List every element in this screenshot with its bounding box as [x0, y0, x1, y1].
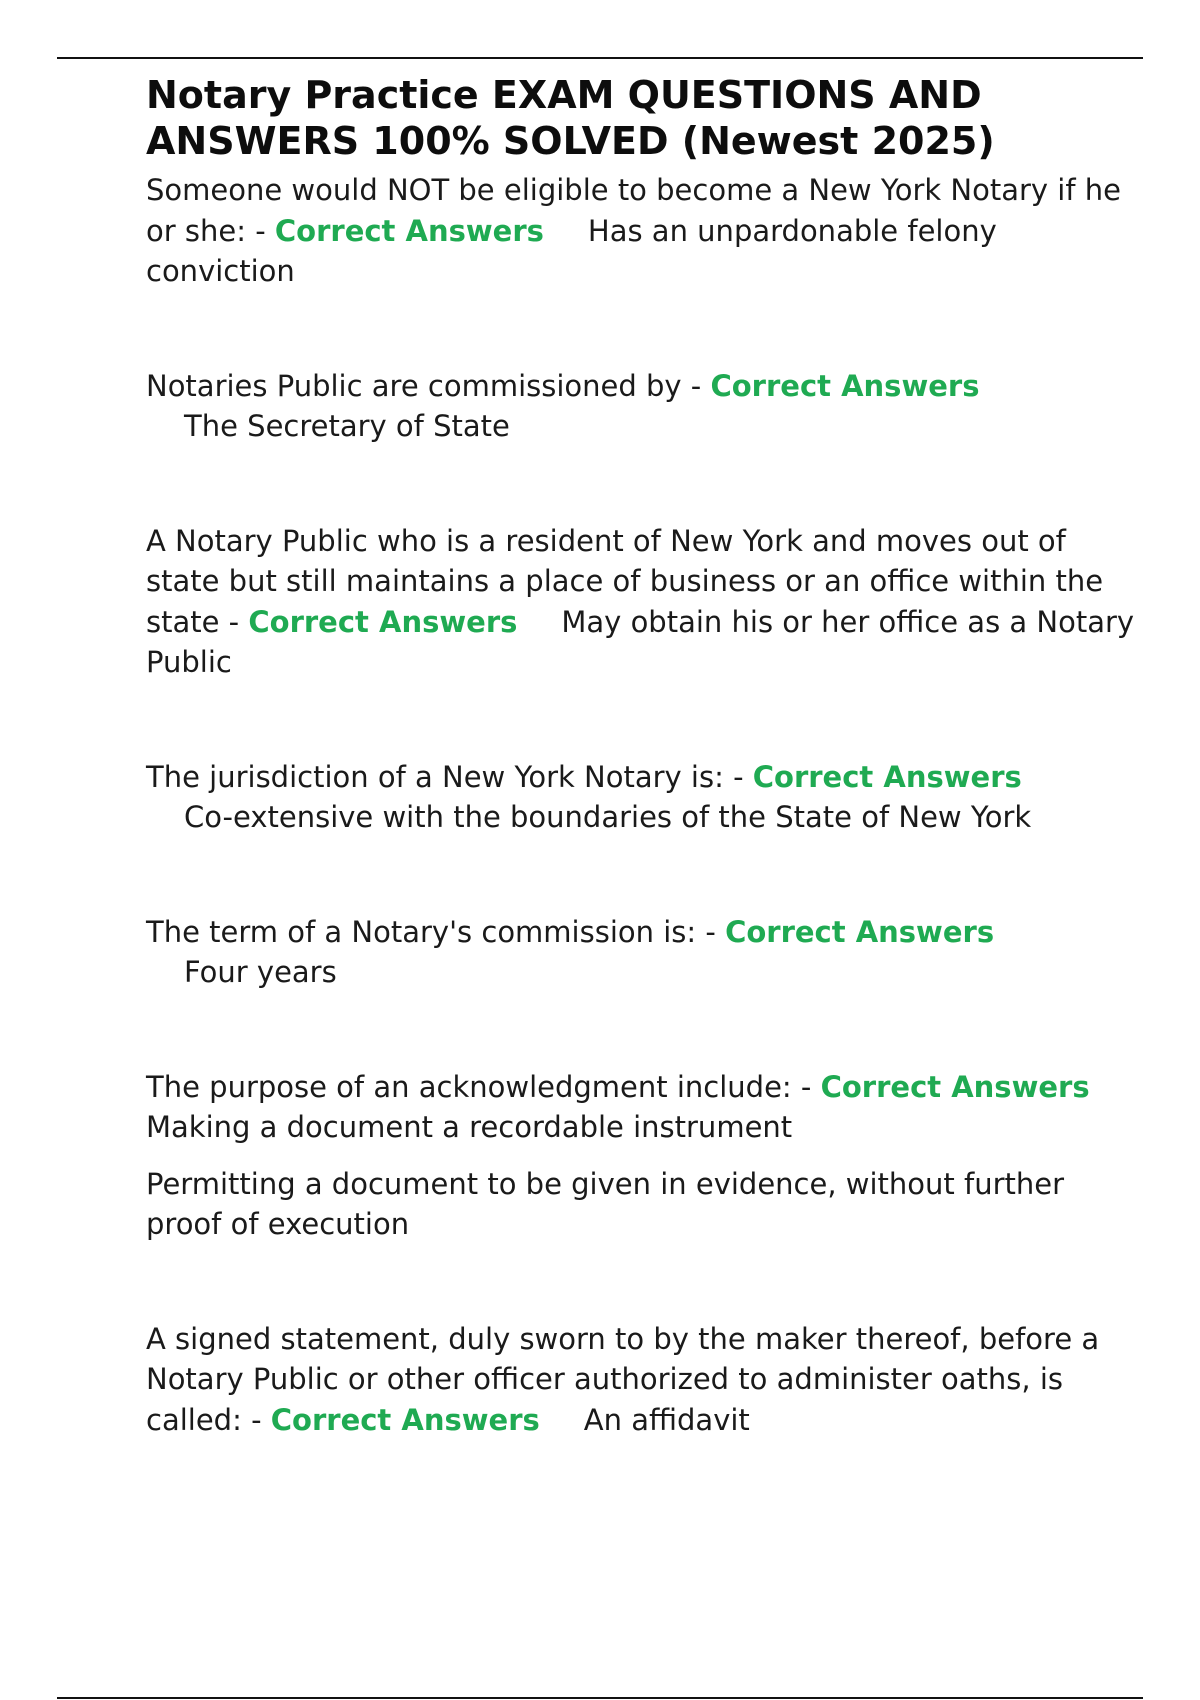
correct-answers-label: Correct Answers — [752, 759, 1022, 794]
question-text: The jurisdiction of a New York Notary is: - — [146, 759, 744, 794]
question-text: The term of a Notary's commission is: - — [146, 914, 716, 949]
answer-text: An affidavit — [583, 1402, 750, 1437]
correct-answers-label: Correct Answers — [248, 604, 518, 639]
bottom-rule — [57, 1697, 1143, 1699]
document-title: Notary Practice EXAM QUESTIONS AND ANSWERS 100% SOLVED (Newest 2025) — [146, 73, 995, 163]
answer-text: Co-extensive with the boundaries of the State of New York — [184, 800, 1032, 834]
qa-item-7 — [146, 1319, 1146, 1441]
question-text: Notaries Public are commissioned by - — [146, 368, 702, 403]
question-text: A signed statement, duly sworn to by the maker thereof, before a Notary Public or other officer authorized to administer oaths, is called: - — [146, 1321, 1100, 1437]
question-text: The purpose of an acknowledgment include: - — [146, 1069, 812, 1104]
question-text: Someone would NOT be eligible to become a New York Notary if he or she: - — [146, 173, 1121, 248]
top-rule — [57, 57, 1143, 59]
qa-item-5 — [146, 912, 1146, 993]
correct-answers-label: Correct Answers — [270, 1402, 540, 1437]
correct-answers-label: Correct Answers — [725, 914, 995, 949]
question-text: A Notary Public who is a resident of New York and moves out of state but still maintains a place of business or an office within the state - — [146, 523, 1104, 639]
answer-text: The Secretary of State — [184, 409, 510, 443]
document-body — [146, 72, 1146, 1440]
answer-text: Has an unpardonable felony conviction — [146, 213, 997, 288]
answer-continuation: Permitting a document to be given in evidence, without further proof of execution — [146, 1166, 1065, 1241]
answer-text: Making a document a recordable instrument — [146, 1110, 793, 1144]
qa-item-4 — [146, 757, 1146, 838]
answer-text: Four years — [184, 955, 337, 989]
correct-answers-label: Correct Answers — [274, 213, 544, 248]
correct-answers-label: Correct Answers — [820, 1069, 1090, 1104]
answer-text: May obtain his or her office as a Notary Public — [146, 604, 1135, 679]
correct-answers-label: Correct Answers — [710, 368, 980, 403]
qa-item-2 — [146, 366, 1146, 447]
qa-item-1 — [146, 170, 1146, 292]
qa-item-6 — [146, 1067, 1146, 1148]
qa-item-3 — [146, 521, 1146, 683]
